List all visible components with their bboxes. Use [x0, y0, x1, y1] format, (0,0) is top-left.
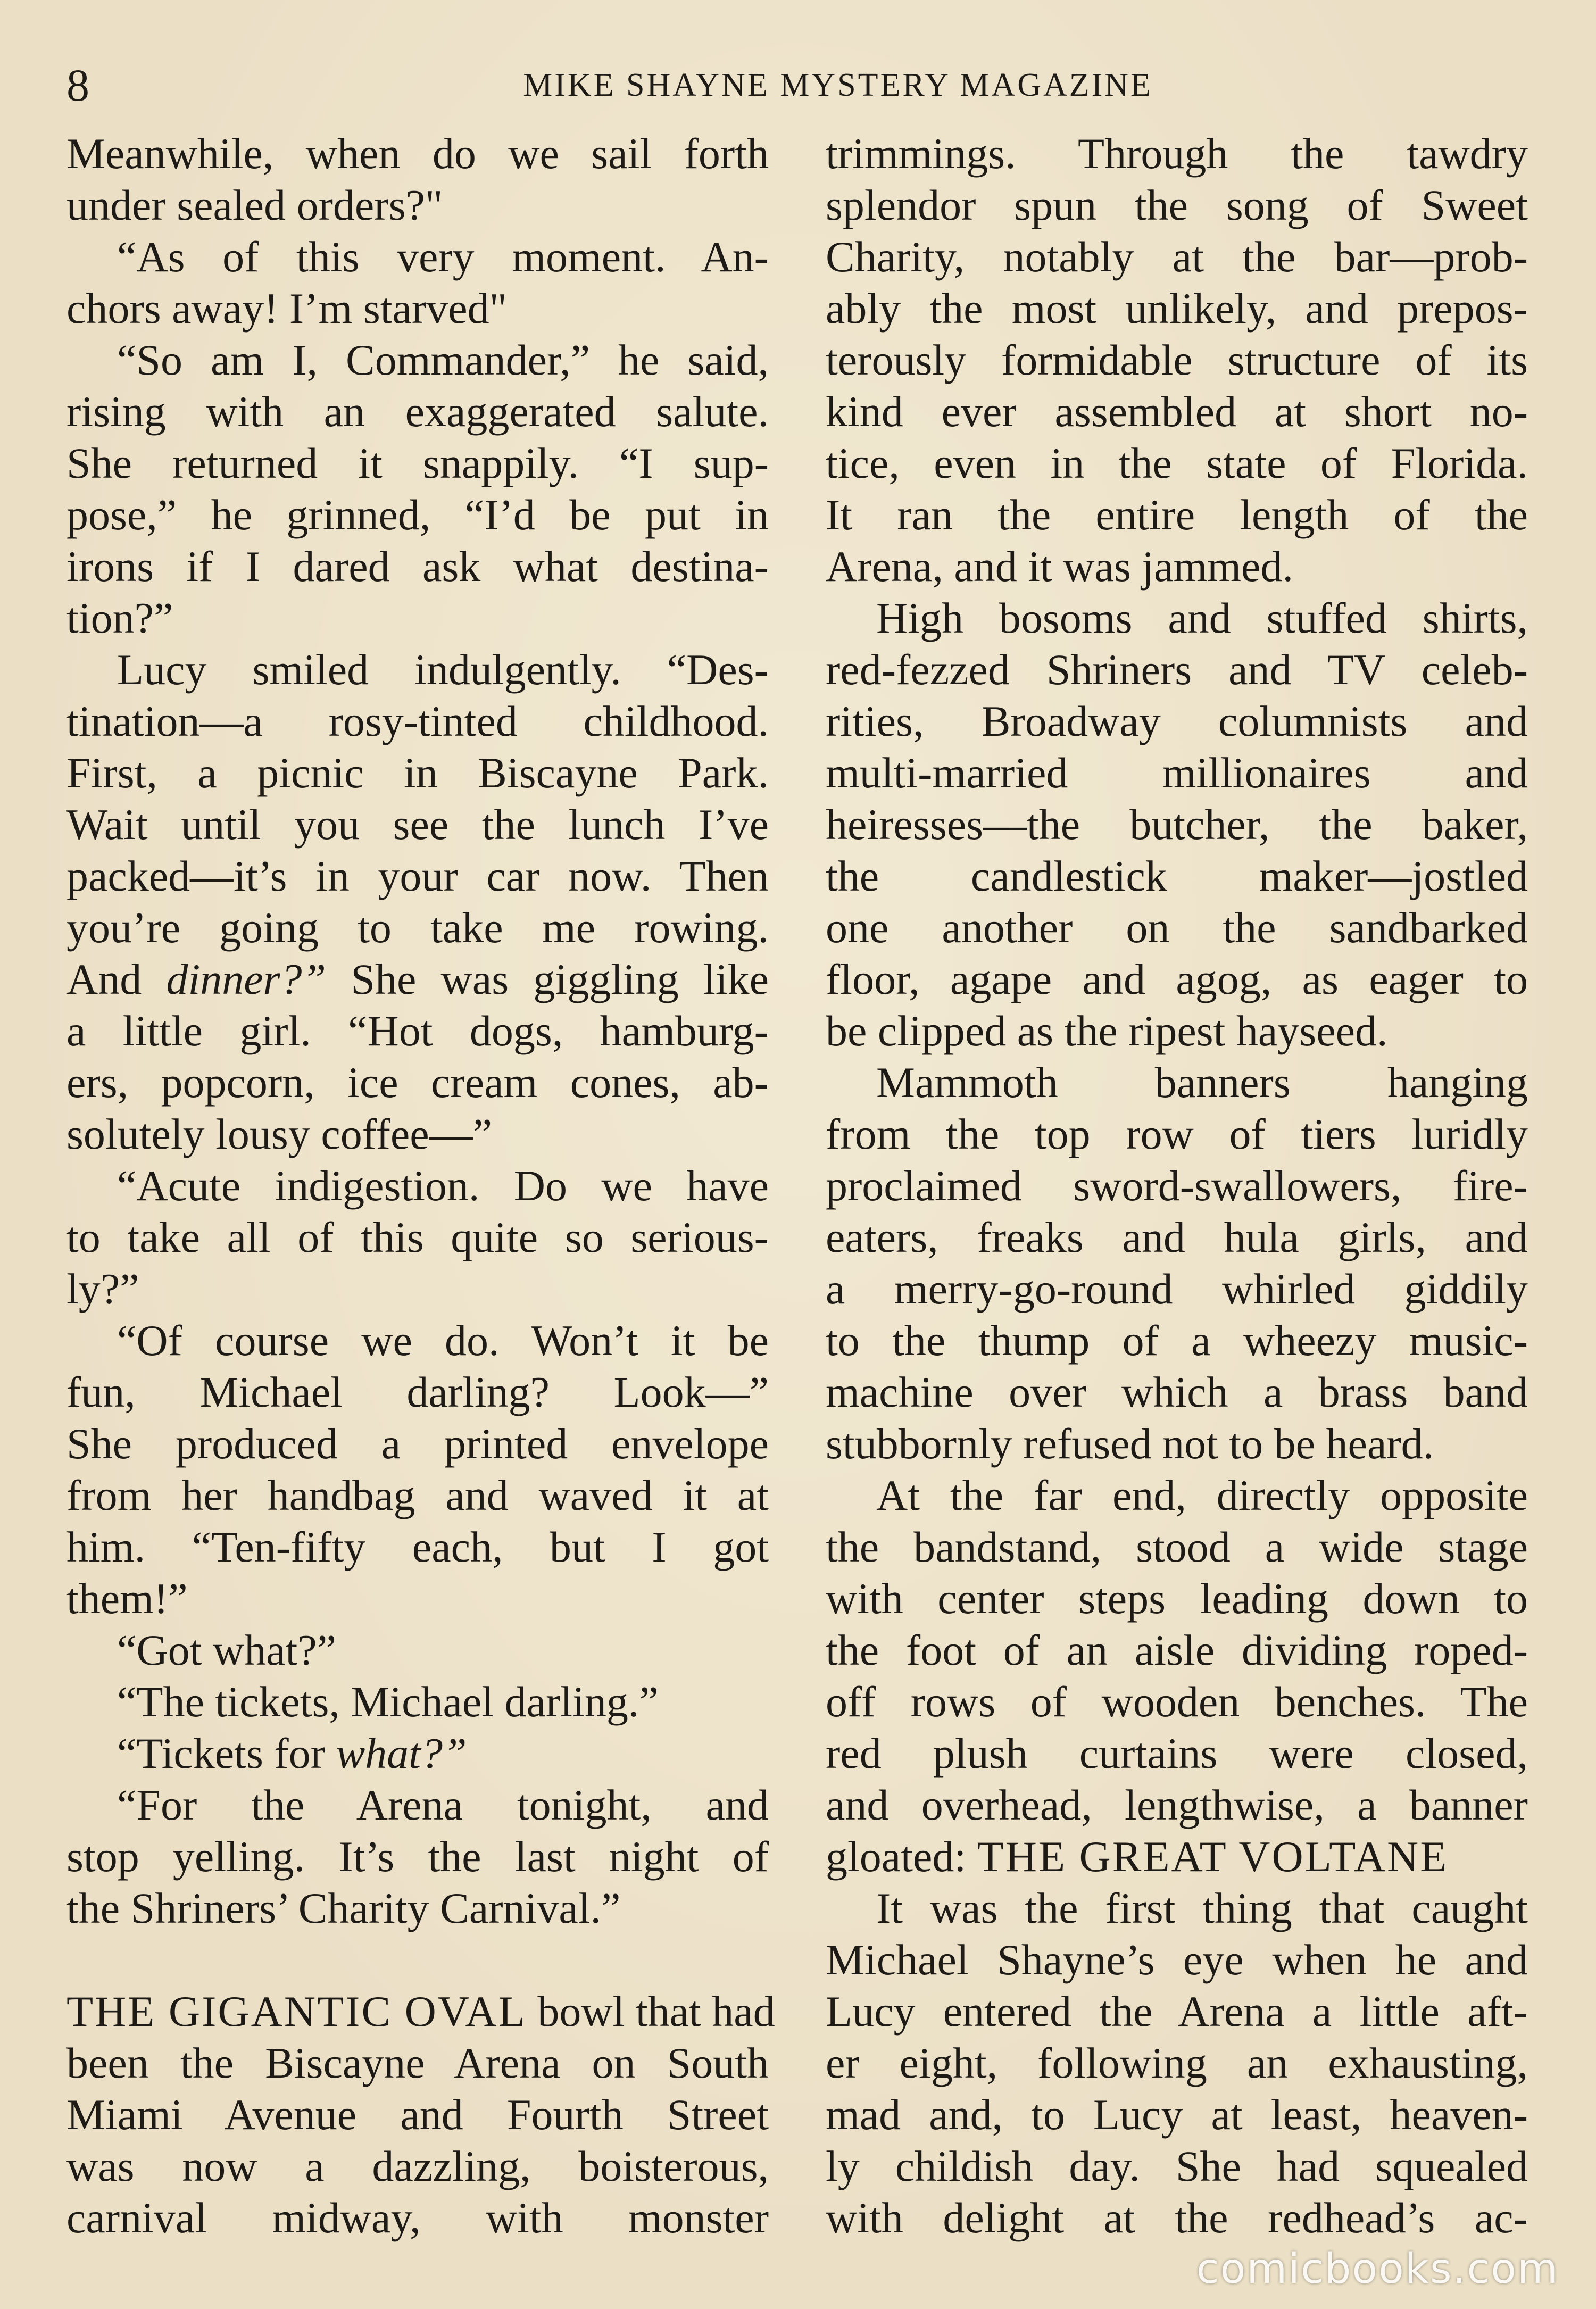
- text-line: ably the most unlikely, and prepos-: [826, 284, 1528, 333]
- text-line: red-fezzed Shriners and TV celeb-: [826, 645, 1528, 694]
- text-line: Mammoth banners hanging: [876, 1058, 1528, 1107]
- text-line: with center steps leading down to: [826, 1574, 1528, 1623]
- text-line: off rows of wooden benches. The: [826, 1677, 1528, 1726]
- text-line: irons if I dared ask what destina-: [66, 542, 769, 591]
- text-line: It ran the entire length of the: [826, 491, 1528, 539]
- text-line: “The tickets, Michael darling.”: [117, 1677, 659, 1726]
- text-line: “As of this very moment. An-: [117, 232, 769, 281]
- text-run: “Tickets for: [117, 1729, 336, 1778]
- text-line: carnival midway, with monster: [66, 2194, 769, 2242]
- text-line: tice, even in the state of Florida.: [826, 439, 1528, 487]
- text-line: “For the Arena tonight, and: [117, 1781, 769, 1829]
- text-line: [826, 1831, 1528, 1882]
- text-line: red plush curtains were closed,: [826, 1729, 1528, 1778]
- text-line: tination—a rosy-tinted childhood.: [66, 697, 769, 745]
- text-line: High bosoms and stuffed shirts,: [876, 594, 1528, 642]
- text-line: er eight, following an exhausting,: [826, 2039, 1528, 2087]
- text-line: the bandstand, stood a wide stage: [826, 1523, 1528, 1571]
- text-line: “Of course we do. Won’t it be: [117, 1316, 769, 1365]
- text-line: the candlestick maker—jostled: [826, 852, 1528, 900]
- text-line: floor, agape and agog, as eager to: [826, 955, 1528, 1003]
- text-run: And: [66, 955, 167, 1003]
- text-line: with delight at the redhead’s ac-: [826, 2194, 1528, 2242]
- text-line: pose,” he grinned, “I’d be put in: [66, 491, 769, 539]
- text-line: them!”: [66, 1574, 188, 1623]
- text-line: ers, popcorn, ice cream cones, ab-: [66, 1058, 769, 1107]
- text-line: ly childish day. She had squealed: [826, 2142, 1528, 2190]
- text-line: Meanwhile, when do we sail forth: [66, 129, 769, 178]
- text-line: Charity, notably at the bar—prob-: [826, 232, 1528, 281]
- text-line: him. “Ten-fifty each, but I got: [66, 1523, 769, 1571]
- text-line: [66, 1727, 769, 1779]
- watermark: comicbooks.com: [1196, 2245, 1559, 2293]
- text-line: She returned it snappily. “I sup-: [66, 439, 769, 487]
- text-line: First, a picnic in Biscayne Park.: [66, 749, 769, 797]
- text-line: solutely lousy coffee—”: [66, 1110, 493, 1158]
- text-line: mad and, to Lucy at least, heaven-: [826, 2090, 1528, 2139]
- text-line: Lucy entered the Arena a little aft-: [826, 1987, 1528, 2036]
- text-line: terously formidable structure of its: [826, 336, 1528, 384]
- running-head: [66, 53, 1530, 117]
- text-line: to take all of this quite so serious-: [66, 1213, 769, 1261]
- text-line: At the far end, directly opposite: [876, 1471, 1528, 1519]
- small-caps-text: THE GREAT VOLTANE: [977, 1832, 1449, 1881]
- text-line: [66, 1986, 775, 2037]
- text-line: be clipped as the ripest hayseed.: [826, 1007, 1388, 1055]
- text-line: machine over which a brass band: [826, 1368, 1528, 1416]
- text-line: and overhead, lengthwise, a banner: [826, 1781, 1528, 1829]
- text-line: rities, Broadway columnists and: [826, 697, 1528, 745]
- text-line: a merry-go-round whirled giddily: [826, 1265, 1528, 1313]
- text-line: “So am I, Commander,” he said,: [117, 336, 769, 384]
- text-line: stubbornly refused not to be heard.: [826, 1419, 1434, 1468]
- text-line: rising with an exaggerated salute.: [66, 387, 769, 436]
- text-line: ly?”: [66, 1265, 139, 1313]
- text-line: Miami Avenue and Fourth Street: [66, 2090, 769, 2139]
- text-line: kind ever assembled at short no-: [826, 387, 1528, 436]
- text-line: She produced a printed envelope: [66, 1419, 769, 1468]
- text-line: multi-married millionaires and: [826, 749, 1528, 797]
- left-text-column: [66, 128, 775, 2244]
- text-line: you’re going to take me rowing.: [66, 903, 769, 952]
- text-line: splendor spun the song of Sweet: [826, 181, 1528, 229]
- right-text-column: [826, 128, 1528, 2244]
- text-line: It was the first thing that caught: [876, 1884, 1528, 1932]
- section-break: [66, 1934, 769, 1986]
- text-line: Michael Shayne’s eye when he and: [826, 1936, 1528, 1984]
- text-line: packed—it’s in your car now. Then: [66, 852, 769, 900]
- italic-text: what?”: [336, 1729, 467, 1778]
- text-line: [66, 953, 769, 1005]
- text-line: the foot of an aisle dividing roped-: [826, 1626, 1528, 1674]
- text-line: from the top row of tiers luridly: [826, 1110, 1528, 1158]
- text-line: under sealed orders?": [66, 181, 443, 229]
- text-line: from her handbag and waved it at: [66, 1471, 769, 1519]
- text-line: eaters, freaks and hula girls, and: [826, 1213, 1528, 1261]
- text-line: trimmings. Through the tawdry: [826, 129, 1528, 178]
- text-line: “Acute indigestion. Do we have: [117, 1161, 769, 1210]
- text-line: proclaimed sword-swallowers, fire-: [826, 1161, 1528, 1210]
- small-caps-text: THE GIGANTIC OVAL: [66, 1987, 527, 2036]
- text-line: was now a dazzling, boisterous,: [66, 2142, 769, 2190]
- text-run: bowl that had: [526, 1987, 775, 2036]
- text-line: Arena, and it was jammed.: [826, 542, 1293, 591]
- text-line: heiresses—the butcher, the baker,: [826, 800, 1528, 849]
- magazine-title: MIKE SHAYNE MYSTERY MAGAZINE: [523, 67, 1153, 103]
- text-line: tion?”: [66, 594, 173, 642]
- text-run: She was giggling like: [326, 955, 769, 1003]
- text-line: Wait until you see the lunch I’ve: [66, 800, 769, 849]
- text-line: been the Biscayne Arena on South: [66, 2039, 769, 2087]
- text-line: the Shriners’ Charity Carnival.”: [66, 1884, 621, 1932]
- text-line: to the thump of a wheezy music-: [826, 1316, 1528, 1365]
- page-number: 8: [66, 60, 89, 111]
- text-line: chors away! I’m starved": [66, 284, 508, 333]
- text-line: a little girl. “Hot dogs, hamburg-: [66, 1007, 769, 1055]
- italic-text: dinner?”: [166, 955, 327, 1003]
- text-line: stop yelling. It’s the last night of: [66, 1832, 769, 1881]
- text-run: gloated:: [826, 1832, 977, 1881]
- text-line: Lucy smiled indulgently. “Des-: [117, 645, 769, 694]
- text-line: fun, Michael darling? Look—”: [66, 1368, 769, 1416]
- text-line: “Got what?”: [117, 1626, 337, 1674]
- text-line: one another on the sandbarked: [826, 903, 1528, 952]
